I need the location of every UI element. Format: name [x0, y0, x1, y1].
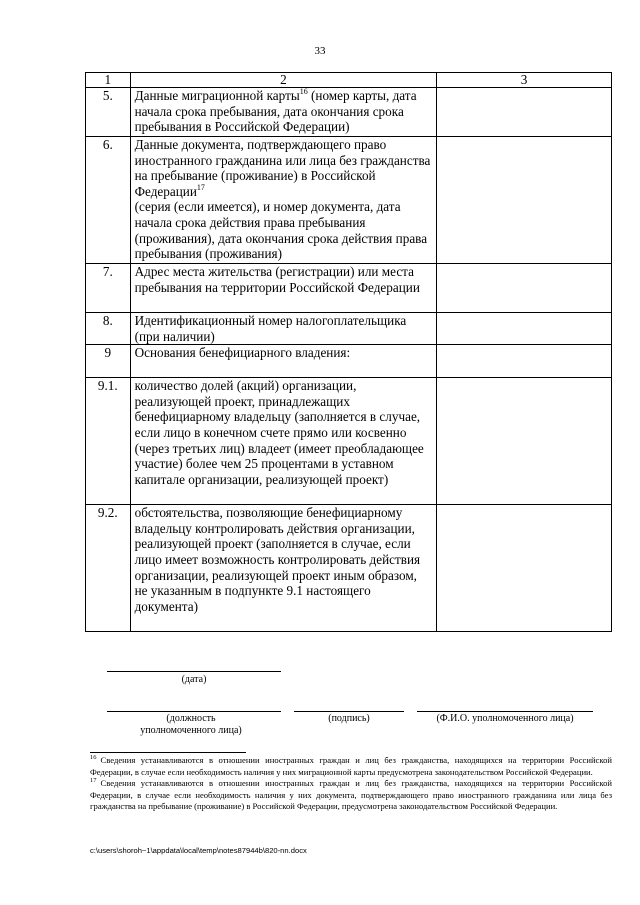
row-value[interactable] — [437, 378, 612, 505]
footnote-text: Сведения устанавливаются в отношении иностранных граждан и лиц без гражданства, находящихся на территории Российской Федерации, в случае если необходимость наличия у них миграционной карты предусмотрена законодательством Российской Федерации. — [90, 755, 612, 777]
table-row — [86, 137, 612, 264]
row-value[interactable] — [437, 345, 612, 378]
position-caption: (должность уполномоченного лица) — [140, 713, 242, 736]
table-row — [86, 88, 612, 137]
row-label: Основания бенефициарного владения: — [130, 345, 437, 378]
table-row — [86, 378, 612, 505]
table-row — [86, 264, 612, 313]
row-number: 5. — [86, 88, 131, 137]
header-col-1: 1 — [86, 73, 131, 88]
position-line[interactable] — [107, 711, 281, 712]
row-value[interactable] — [437, 313, 612, 345]
footnote-ref: 16 — [299, 87, 308, 96]
date-caption: (дата) — [181, 674, 207, 685]
table-row — [86, 505, 612, 632]
row-number: 8. — [86, 313, 131, 345]
row-label: Идентификационный номер налогоплательщика (при наличии) — [130, 313, 437, 345]
row-text: Данные документа, подтверждающего право иностранного гражданина или лица без гражданства на пребывание (проживание) в Российской Федерации — [134, 137, 431, 199]
footnote — [90, 778, 612, 813]
table-header-row — [86, 73, 612, 88]
row-value[interactable] — [437, 137, 612, 264]
name-line[interactable] — [417, 711, 593, 712]
row-text-after: (номер карты, дата начала срока пребывания, дата окончания срока пребывания в Российской Федерации) — [134, 88, 417, 135]
row-text: Данные миграционной карты — [134, 88, 300, 103]
row-value[interactable] — [437, 88, 612, 137]
row-number: 9.1. — [86, 378, 131, 505]
name-caption: (Ф.И.О. уполномоченного лица) — [436, 713, 574, 724]
row-label — [130, 137, 437, 264]
footnote-divider — [90, 752, 246, 753]
file-path: c:\users\shoroh~1\appdata\local\temp\notes87944b\820-nn.docx — [90, 846, 307, 855]
row-label: обстоятельства, позволяющие бенефициарному владельцу контролировать действия организации, реализующей проект (заполняется в случае, если лицо имеет возможность контролировать действия организации, реализующей проект иным образом, не указанным в подпункте 9.1 настоящего документа) — [130, 505, 437, 632]
row-label: Адрес места жительства (регистрации) или места пребывания на территории Российской Федерации — [130, 264, 437, 313]
signature-caption: (подпись) — [328, 713, 370, 724]
footnote-number: 16 — [90, 754, 97, 761]
row-value[interactable] — [437, 264, 612, 313]
table-row — [86, 345, 612, 378]
row-label — [130, 88, 437, 137]
row-label: количество долей (акций) организации, реализующей проект, принадлежащих бенефициарному владельцу (заполняется в случае, если лицо в конечном счете прямо или косвенно (через третьих лиц) владеет (имеет преобладающее участие) более чем 25 процентами в уставном капитале организации, реализующей проект) — [130, 378, 437, 505]
header-col-2: 2 — [130, 73, 437, 88]
beneficiary-table — [85, 72, 612, 632]
row-number: 6. — [86, 137, 131, 264]
footnote-ref: 17 — [196, 182, 205, 192]
footnote-number: 17 — [90, 777, 97, 784]
date-line[interactable] — [107, 671, 281, 672]
footnote — [90, 755, 612, 778]
header-col-3: 3 — [437, 73, 612, 88]
footnotes — [90, 755, 612, 813]
table-row — [86, 313, 612, 345]
row-text-after: (серия (если имеется), и номер документа, дата начала срока действия права пребывания (проживания), дата окончания срока действия права пребывания (проживания) — [134, 199, 428, 262]
row-value[interactable] — [437, 505, 612, 632]
signature-line[interactable] — [294, 711, 404, 712]
footnote-text: Сведения устанавливаются в отношении иностранных граждан и лиц без гражданства, находящихся на территории Российской Федерации, в случае если необходимость наличия у них документа, подтверждающего право иностранного гражданина или лица без гражданства на пребывание (проживание) в Российской Федерации, предусмотрена законодательством Российской Федерации. — [90, 778, 612, 811]
row-number: 7. — [86, 264, 131, 313]
row-number: 9 — [86, 345, 131, 378]
page-number: 33 — [314, 45, 326, 57]
row-number: 9.2. — [86, 505, 131, 632]
